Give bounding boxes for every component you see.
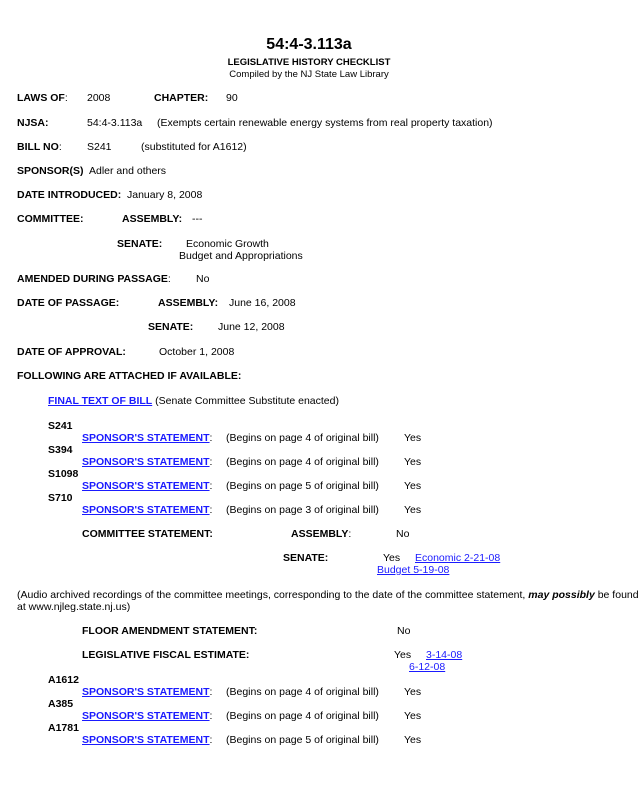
committee-statement-assembly-label: ASSEMBLY: <box>291 528 352 540</box>
sponsor-statement-row: SPONSOR'S STATEMENT: <box>82 710 213 722</box>
page-title: 54:4-3.113a <box>266 36 352 53</box>
statement-availability: Yes <box>404 504 422 516</box>
chapter-value: 90 <box>226 92 238 104</box>
committee-statement-senate-label: SENATE: <box>283 552 329 564</box>
committee-statement-economic-link[interactable]: Economic 2-21-08 <box>415 552 501 564</box>
passage-assembly-value: June 16, 2008 <box>229 297 296 309</box>
committee-senate-value-2: Budget and Appropriations <box>179 250 303 262</box>
committee-statement-label: COMMITTEE STATEMENT: <box>82 528 213 540</box>
committee-statement-assembly-value: No <box>396 528 410 540</box>
laws-of-value: 2008 <box>87 92 111 104</box>
sponsor-statement-link[interactable]: SPONSOR'S STATEMENT <box>82 480 210 492</box>
statement-page-note: (Begins on page 4 of original bill) <box>226 432 379 444</box>
committee-label: COMMITTEE: <box>17 213 84 225</box>
sponsor-statement-link[interactable]: SPONSOR'S STATEMENT <box>82 456 210 468</box>
assembly-bill-id: A385 <box>48 698 74 710</box>
sponsor-statement-link[interactable]: SPONSOR'S STATEMENT <box>82 734 210 746</box>
statement-availability: Yes <box>404 686 422 698</box>
date-of-passage-label: DATE OF PASSAGE: <box>17 297 120 309</box>
document-subtitle: LEGISLATIVE HISTORY CHECKLIST <box>227 57 391 68</box>
njsa-value: 54:4-3.113a <box>87 117 143 129</box>
statement-page-note: (Begins on page 4 of original bill) <box>226 456 379 468</box>
committee-statement-senate-value: Yes <box>383 552 401 564</box>
passage-senate-value: June 12, 2008 <box>218 321 285 333</box>
fiscal-estimate-label: LEGISLATIVE FISCAL ESTIMATE: <box>82 649 250 661</box>
attached-heading: FOLLOWING ARE ATTACHED IF AVAILABLE: <box>17 370 242 382</box>
sponsor-statement-link[interactable]: SPONSOR'S STATEMENT <box>82 686 210 698</box>
sponsor-value: Adler and others <box>89 165 167 177</box>
final-text-row <box>48 395 339 407</box>
chapter-label: CHAPTER: <box>154 92 209 104</box>
audio-note-line-2: at www.njleg.state.nj.us) <box>17 601 131 613</box>
statement-page-note: (Begins on page 3 of original bill) <box>226 504 379 516</box>
statement-page-note: (Begins on page 5 of original bill) <box>226 734 379 746</box>
senate-bill-id: S241 <box>48 420 73 432</box>
date-introduced-label: DATE INTRODUCED: <box>17 189 122 201</box>
senate-bill-id: S394 <box>48 444 73 456</box>
njsa-description: (Exempts certain renewable energy systems from real property taxation) <box>157 117 493 129</box>
floor-amendment-label: FLOOR AMENDMENT STATEMENT: <box>82 625 258 637</box>
committee-senate-label: SENATE: <box>117 238 163 250</box>
floor-amendment-value: No <box>397 625 411 637</box>
committee-assembly-label: ASSEMBLY: <box>122 213 183 225</box>
sponsor-statement-link[interactable]: SPONSOR'S STATEMENT <box>82 710 210 722</box>
date-of-approval-value: October 1, 2008 <box>159 346 235 358</box>
sponsor-statement-row: SPONSOR'S STATEMENT: <box>82 480 213 492</box>
fiscal-estimate-link-2[interactable]: 6-12-08 <box>409 661 446 673</box>
sponsor-statement-row: SPONSOR'S STATEMENT: <box>82 734 213 746</box>
statement-availability: Yes <box>404 710 422 722</box>
compiled-by: Compiled by the NJ State Law Library <box>229 69 389 80</box>
assembly-bill-id: A1781 <box>48 722 79 734</box>
statement-page-note: (Begins on page 5 of original bill) <box>226 480 379 492</box>
committee-statement-budget-link[interactable]: Budget 5-19-08 <box>377 564 450 576</box>
bill-no-value: S241 <box>87 141 112 153</box>
bill-no-note: (substituted for A1612) <box>141 141 247 153</box>
sponsor-statement-row: SPONSOR'S STATEMENT: <box>82 504 213 516</box>
senate-bill-id: S710 <box>48 492 73 504</box>
statement-page-note: (Begins on page 4 of original bill) <box>226 686 379 698</box>
sponsor-statement-link[interactable]: SPONSOR'S STATEMENT <box>82 432 210 444</box>
statement-availability: Yes <box>404 456 422 468</box>
statement-availability: Yes <box>404 432 422 444</box>
amended-label: AMENDED DURING PASSAGE: <box>17 273 171 285</box>
sponsor-statement-row: SPONSOR'S STATEMENT: <box>82 686 213 698</box>
statement-availability: Yes <box>404 480 422 492</box>
committee-assembly-value: --- <box>192 213 203 225</box>
sponsor-statement-row: SPONSOR'S STATEMENT: <box>82 432 213 444</box>
laws-of-label: LAWS OF: <box>17 92 68 104</box>
fiscal-estimate-link-1[interactable]: 3-14-08 <box>426 649 463 661</box>
bill-no-label: BILL NO: <box>17 141 62 153</box>
sponsor-statement-row: SPONSOR'S STATEMENT: <box>82 456 213 468</box>
final-text-note: (Senate Committee Substitute enacted) <box>155 395 339 407</box>
sponsor-statement-link[interactable]: SPONSOR'S STATEMENT <box>82 504 210 516</box>
amended-value: No <box>196 273 210 285</box>
assembly-bill-id: A1612 <box>48 674 79 686</box>
fiscal-estimate-value: Yes <box>394 649 412 661</box>
statement-availability: Yes <box>404 734 422 746</box>
passage-assembly-label: ASSEMBLY: <box>158 297 219 309</box>
njsa-label: NJSA: <box>17 117 49 129</box>
date-of-approval-label: DATE OF APPROVAL: <box>17 346 126 358</box>
committee-senate-value-1: Economic Growth <box>186 238 269 250</box>
statement-page-note: (Begins on page 4 of original bill) <box>226 710 379 722</box>
sponsor-label: SPONSOR(S) <box>17 165 84 177</box>
senate-bill-id: S1098 <box>48 468 79 480</box>
final-text-link[interactable]: FINAL TEXT OF BILL <box>48 395 153 407</box>
date-introduced-value: January 8, 2008 <box>127 189 203 201</box>
passage-senate-label: SENATE: <box>148 321 194 333</box>
audio-note-line-1: (Audio archived recordings of the committee meetings, corresponding to the date of the committee statement, may possibly be found <box>17 589 639 601</box>
